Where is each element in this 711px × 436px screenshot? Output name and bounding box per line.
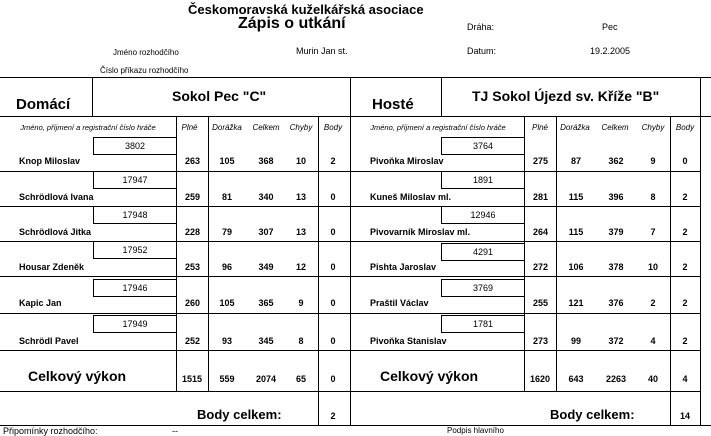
away-player-name: Pishta Jaroslav: [370, 262, 437, 272]
away-dorazka: 121: [568, 298, 584, 308]
away-total-dorazka: 643: [568, 374, 584, 384]
home-dorazka: 105: [219, 298, 235, 308]
away-player-name: Praštil Václav: [370, 298, 429, 308]
frame-top-line: [0, 77, 711, 78]
home-reg-box: 17949: [93, 315, 177, 333]
away-col-dorazka: Dorážka: [560, 123, 590, 132]
home-dorazka: 79: [221, 227, 232, 237]
datum-value: 19.2.2005: [590, 46, 631, 56]
away-team-name: TJ Sokol Újezd sv. Kříže "B": [472, 88, 660, 104]
away-col-name: Jméno, příjmení a registrační číslo hráče: [370, 123, 506, 132]
home-plne: 228: [184, 227, 201, 237]
away-plne: 281: [532, 192, 549, 202]
home-col-dorazka: Dorážka: [212, 123, 242, 132]
home-row-line: [0, 276, 350, 277]
away-chyby: 8: [650, 192, 656, 202]
away-col-chyby: Chyby: [641, 123, 665, 132]
home-col-plne: Plné: [181, 123, 198, 132]
away-chyby: 2: [650, 298, 656, 308]
away-celkem: 379: [608, 227, 624, 237]
away-celkem: 396: [608, 192, 624, 202]
home-celkem: 345: [258, 336, 274, 346]
home-chyby: 13: [295, 227, 306, 237]
away-col-celkem: Celkem: [601, 123, 629, 132]
home-dorazka: 105: [219, 156, 235, 166]
away-player-name: Kuneš Miloslav ml.: [370, 192, 452, 202]
home-player-name: Kapic Jan: [19, 298, 62, 308]
frame-right-line: [700, 77, 701, 425]
home-dorazka: 93: [221, 336, 232, 346]
rozhodci-label: Jméno rozhodčího: [113, 48, 179, 57]
home-player-name: Housar Zdeněk: [19, 262, 85, 272]
datum-label: Datum:: [467, 46, 497, 56]
frame-bottom-line: [0, 425, 711, 426]
away-chyby: 10: [647, 262, 658, 272]
team-row-bottom: [0, 116, 711, 117]
away-reg-box: 1891: [441, 171, 525, 189]
home-chyby: 12: [295, 262, 306, 272]
away-row-line: [350, 241, 700, 242]
away-total-body: 4: [682, 374, 688, 384]
draha-label: Dráha:: [467, 22, 495, 32]
footer-stub: --: [172, 426, 178, 436]
home-chyby: 8: [298, 336, 304, 346]
page-title: Zápis o utkání: [238, 15, 346, 32]
away-row-line: [350, 350, 700, 351]
home-side-label: Domácí: [16, 96, 71, 113]
away-body: 2: [682, 298, 688, 308]
away-chyby: 9: [650, 156, 656, 166]
home-col-name: Jméno, příjmení a registrační číslo hráče: [20, 123, 156, 132]
away-player-name: Pivoňka Miroslav: [370, 156, 444, 166]
away-player-name: Pivoňka Stanislav: [370, 336, 447, 346]
home-player-name: Knop Miloslav: [19, 156, 81, 166]
home-plne: 260: [184, 298, 201, 308]
away-dorazka: 115: [568, 192, 584, 202]
away-reg-box: 4291: [441, 243, 525, 261]
draha-value: Pec: [602, 22, 618, 32]
home-row-line: [0, 313, 350, 314]
away-side-label: Hosté: [372, 96, 414, 113]
away-total-chyby: 40: [647, 374, 658, 384]
away-total-celkem: 2263: [605, 374, 627, 384]
away-body: 2: [682, 336, 688, 346]
away-col-plne: Plné: [531, 123, 548, 132]
away-plne: 255: [532, 298, 549, 308]
home-col-body: Body: [323, 123, 343, 132]
divider-center: [350, 77, 351, 425]
home-player-name: Schrödlová Jitka: [19, 227, 92, 237]
away-reg-box: 3769: [441, 279, 525, 297]
home-chyby: 9: [298, 298, 304, 308]
away-total-label: Celkový výkon: [380, 368, 479, 384]
home-total-line: [0, 391, 350, 392]
home-plne: 263: [184, 156, 201, 166]
home-team-name: Sokol Pec "C": [172, 88, 267, 104]
away-row-line: [350, 206, 700, 207]
divider-left-away: [441, 77, 442, 117]
home-total-plne: 1515: [181, 374, 203, 384]
home-col-chyby: Chyby: [289, 123, 313, 132]
divider-left-home: [92, 77, 93, 117]
away-total-line: [350, 391, 700, 392]
home-total-dorazka: 559: [219, 374, 235, 384]
home-total-label: Celkový výkon: [28, 368, 127, 384]
away-chyby: 4: [650, 336, 656, 346]
away-celkem: 376: [608, 298, 624, 308]
home-body-celkem-label: Body celkem:: [197, 407, 282, 422]
home-player-name: Schrödlová Ivana: [19, 192, 94, 202]
home-reg-box: 17952: [93, 241, 177, 259]
rozhodci-value: Murin Jan st.: [296, 46, 348, 56]
away-row-line: [350, 171, 700, 172]
home-dorazka: 96: [221, 262, 232, 272]
away-dorazka: 115: [568, 227, 584, 237]
home-celkem: 340: [258, 192, 274, 202]
away-dorazka: 106: [568, 262, 584, 272]
away-dorazka: 87: [570, 156, 581, 166]
away-body: 2: [682, 262, 688, 272]
prikaz-label: Číslo příkazu rozhodčího: [100, 66, 189, 75]
away-chyby: 7: [650, 227, 656, 237]
home-body: 0: [330, 192, 336, 202]
away-player-name: Pivovarník Miroslav ml.: [370, 227, 471, 237]
away-plne: 275: [532, 156, 549, 166]
away-body: 2: [682, 227, 688, 237]
home-reg-box: 17948: [93, 206, 177, 224]
away-plne: 273: [532, 336, 549, 346]
home-reg-box: 17947: [93, 171, 177, 189]
away-plne: 272: [532, 262, 549, 272]
home-col-celkem: Celkem: [252, 123, 280, 132]
away-celkem: 362: [608, 156, 624, 166]
away-body-celkem: 14: [679, 411, 690, 421]
home-chyby: 13: [295, 192, 306, 202]
home-celkem: 365: [258, 298, 274, 308]
home-body: 0: [330, 298, 336, 308]
away-reg-box: 12946: [441, 206, 525, 224]
away-body: 0: [682, 156, 688, 166]
home-body: 0: [330, 227, 336, 237]
pripominky-label: Připomínky rozhodčího:: [3, 426, 98, 436]
home-reg-box: 17946: [93, 279, 177, 297]
home-row-line: [0, 350, 350, 351]
home-celkem: 349: [258, 262, 274, 272]
home-plne: 253: [184, 262, 201, 272]
away-row-line: [350, 276, 700, 277]
home-body-celkem: 2: [330, 411, 336, 421]
home-total-chyby: 65: [295, 374, 306, 384]
away-celkem: 372: [608, 336, 624, 346]
home-total-body: 0: [330, 374, 336, 384]
home-celkem: 307: [258, 227, 274, 237]
away-body-celkem-label: Body celkem:: [550, 407, 635, 422]
home-chyby: 10: [295, 156, 306, 166]
home-reg-box: 3802: [93, 137, 177, 155]
home-total-celkem: 2074: [255, 374, 277, 384]
away-reg-box: 3764: [441, 137, 525, 155]
away-row-line: [350, 313, 700, 314]
home-dorazka: 81: [221, 192, 232, 202]
away-dorazka: 99: [570, 336, 581, 346]
away-total-plne: 1620: [529, 374, 551, 384]
home-body: 0: [330, 262, 336, 272]
home-celkem: 368: [258, 156, 274, 166]
home-player-name: Schrödl Pavel: [19, 336, 79, 346]
home-plne: 252: [184, 336, 201, 346]
home-plne: 259: [184, 192, 201, 202]
away-col-body: Body: [675, 123, 695, 132]
away-body: 2: [682, 192, 688, 202]
away-plne: 264: [532, 227, 549, 237]
org-name: Českomoravská kuželkářská asociace: [188, 2, 424, 17]
home-body: 2: [330, 156, 336, 166]
away-celkem: 378: [608, 262, 624, 272]
home-body: 0: [330, 336, 336, 346]
podpis-label: Podpis hlavního: [447, 426, 504, 435]
away-reg-box: 1781: [441, 315, 525, 333]
